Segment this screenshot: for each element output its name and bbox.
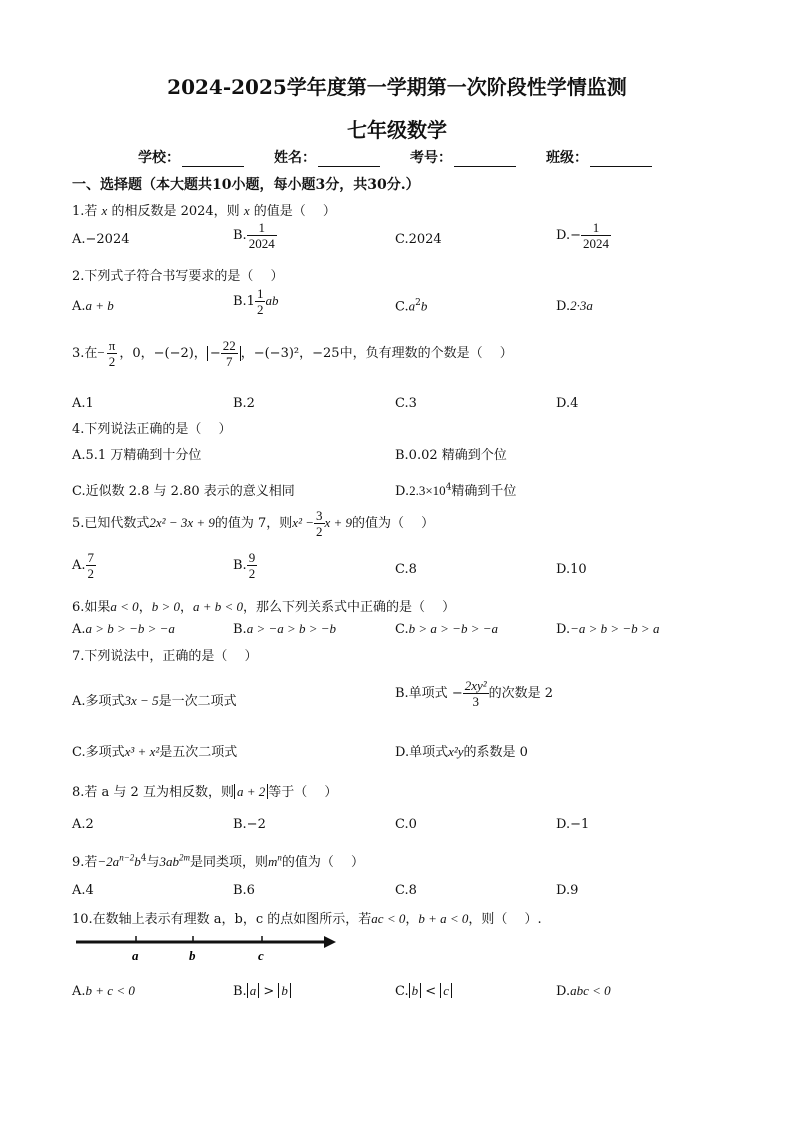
question-6-stem: 6.如果a < 0，b > 0，a + b < 0，那么下列关系式中正确的是（ ） — [72, 599, 456, 615]
q7-option-b: B.单项式 − $\frac{\text{2xy²}}{3}$ 的次数是 2 — [395, 678, 554, 709]
question-9-stem: 9.若$-2a^{n-2}b^4$与$3ab^{2m}$是同类项，则$m^n$的值为（ ） — [72, 852, 365, 870]
question-8-stem: 8.若 a 与 2 互为相反数，则 a + 2 等于（ ） — [72, 784, 338, 800]
q4-option-c: C.近似数 2.8 与 2.80 表示的意义相同 — [72, 484, 295, 499]
exam-title: 2024-2025学年度第一学期第一次阶段性学情监测 — [167, 75, 627, 99]
label-a: a — [132, 948, 139, 963]
number-line-arrow — [324, 936, 336, 948]
question-2-stem: 2.下列式子符合书写要求的是（ ） — [72, 269, 284, 284]
q3-option-a: A.1 — [72, 396, 94, 411]
section-heading: 一、选择题（本大题共10小题，每小题3分，共30分.） — [72, 177, 420, 193]
q2-option-c: $C.a^2b$ — [395, 298, 428, 315]
question-10-stem: 10.在数轴上表示有理数 a，b，c 的点如图所示，若ac < 0，b + a < 0，则（ ）. — [72, 911, 542, 927]
q3-option-b: B.2 — [233, 396, 255, 411]
q8-option-d: D.−1 — [556, 817, 590, 832]
q1-option-a: A.−2024 — [72, 232, 130, 247]
q9-option-a: A.4 — [72, 883, 94, 898]
q7-option-c: C.多项式x³ + x²是五次二项式 — [72, 744, 238, 760]
q8-option-b: B.−2 — [233, 817, 266, 832]
class-field: 班级： — [546, 147, 652, 167]
q9-option-b: B.6 — [233, 883, 255, 898]
q6-option-a: A.a > b > −b > −a — [72, 621, 175, 637]
q6-option-c: C.b > a > −b > −a — [395, 621, 498, 637]
question-5-stem: 5.已知代数式2x² − 3x + 9的值为 7，则x² − $\frac{3}{2}$ x + 9的值为（ ） — [72, 508, 435, 539]
q1-option-c: C.2024 — [395, 232, 442, 247]
school-field: 学校： — [138, 147, 244, 167]
q10-option-b: B. a > b — [233, 983, 291, 999]
q4-option-d: $D.2.3\times 10^4$精确到千位 — [395, 482, 517, 499]
q6-option-d: D.−a > b > −b > a — [556, 621, 660, 637]
q5-option-d: D.10 — [556, 562, 587, 577]
q4-option-b: B.0.02 精确到个位 — [395, 448, 507, 463]
question-7-stem: 7.下列说法中，正确的是（ ） — [72, 649, 258, 664]
q2-option-a: A.a + b — [72, 298, 114, 314]
name-field: 姓名： — [274, 147, 380, 167]
q3-option-d: D.4 — [556, 396, 579, 411]
q10-option-c: C. b < c — [395, 983, 452, 999]
q3-option-c: C.3 — [395, 396, 417, 411]
q2-option-d: D.2·3a — [556, 298, 593, 314]
q1-option-b: B. $\frac{1}{2024}$ — [233, 220, 275, 251]
q5-option-a: A. $\frac{7}{2}$ — [72, 550, 95, 581]
label-c: c — [258, 948, 264, 963]
question-3-stem: 3.在− $\frac{\pi}{2}$ ，0，−(−2)， − $\frac{22}{7}$ ，−(−3)²，−25中，负有理数的个数是（ ） — [72, 338, 513, 369]
q6-option-b: B.a > −a > b > −b — [233, 621, 337, 637]
number-line — [72, 930, 342, 966]
question-4-stem: 4.下列说法正确的是（ ） — [72, 422, 232, 437]
q8-option-c: C.0 — [395, 817, 417, 832]
q7-option-a: A.多项式3x − 5是一次二项式 — [72, 693, 237, 709]
q5-option-c: C.8 — [395, 562, 417, 577]
q2-option-b: B.1 $\frac{1}{2}$ ab — [233, 286, 279, 317]
question-1-stem: 1.若 x 的相反数是 2024，则 x 的值是（ ） — [72, 203, 336, 219]
q10-option-d: D.abc < 0 — [556, 983, 611, 999]
q7-option-d: D.单项式x²y的系数是 0 — [395, 744, 528, 760]
exam-number-field: 考号： — [410, 147, 516, 167]
q1-option-d: D.− $\frac{1}{2024}$ — [556, 220, 609, 251]
q8-option-a: A.2 — [72, 817, 94, 832]
q5-option-b: B. $\frac{9}{2}$ — [233, 550, 256, 581]
q10-option-a: A.b + c < 0 — [72, 983, 135, 999]
exam-subtitle: 七年级数学 — [347, 118, 447, 142]
label-b: b — [189, 948, 196, 963]
q4-option-a: A.5.1 万精确到十分位 — [72, 448, 202, 463]
q9-option-d: D.9 — [556, 883, 579, 898]
q9-option-c: C.8 — [395, 883, 417, 898]
